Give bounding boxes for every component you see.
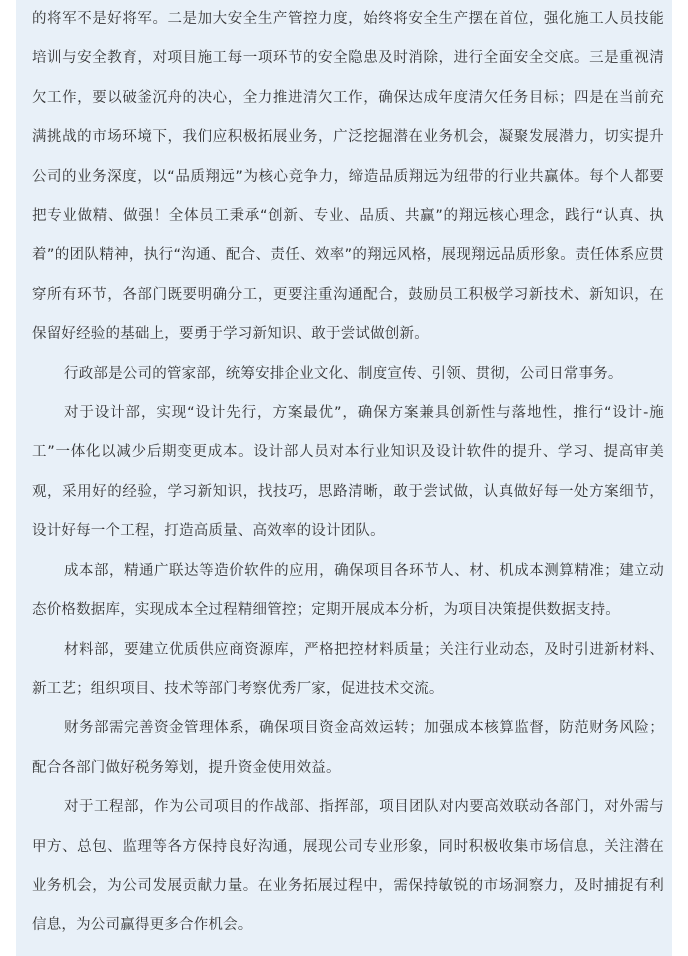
paragraph-cost-department: 成本部，精通广联达等造价软件的应用，确保项目各环节人、材、机成本测算精准；建立动态价格数据库，实现成本全过程精细管控；定期开展成本分析，为项目决策提供数据支持。 (32, 562, 664, 619)
paragraph-safety-and-culture: 的将军不是好将军。二是加大安全生产管控力度，始终将安全生产摆在首位，强化施工人员技能培训与安全教育，对项目施工每一项环节的安全隐患及时消除，进行全面安全交底。三是重视清欠工作，要以破釜沉舟的决心，全力推进清欠工作，确保达成年度清欠任务目标；四是在当前充满挑战的市场环境下，我们应积极拓展业务，广泛挖掘潜在业务机会，凝聚发展潜力，切实提升公司的业务深度，以“品质翔远”为核心竞争力，缔造品质翔远为纽带的行业共赢体。每个人都要把专业做精、做强！全体员工秉承“创新、专业、品质、共赢”的翔远核心理念，践行“认真、执着”的团队精神，执行“沟通、配合、责任、效率”的翔远风格，展现翔远品质形象。责任体系应贯穿所有环节，各部门既要明确分工，更要注重沟通配合，鼓励员工积极学习新技术、新知识，在保留好经验的基础上，要勇于学习新知识、敢于尝试做创新。 (32, 11, 664, 343)
paragraph-materials-department: 材料部，要建立优质供应商资源库，严格把控材料质量；关注行业动态，及时引进新材料、新工艺；组织项目、技术等部门考察优秀厂家，促进技术交流。 (32, 641, 664, 697)
article-body (32, 0, 664, 946)
paragraph-finance-department: 财务部需完善资金管理体系，确保项目资金高效运转；加强成本核算监督，防范财务风险；配合各部门做好税务筹划，提升资金使用效益。 (32, 720, 664, 776)
paragraph-admin-department: 行政部是公司的管家部，统筹安排企业文化、制度宣传、引领、贯彻，公司日常事务。 (64, 365, 623, 382)
paragraph-engineering-department: 对于工程部，作为公司项目的作战部、指挥部，项目团队对内要高效联动各部门，对外需与甲方、总包、监理等各方保持良好沟通，展现公司专业形象，同时积极收集市场信息，关注潜在业务机会，为公司发展贡献力量。在业务拓展过程中，需保持敏锐的市场洞察力，及时捕捉有利信息，为公司赢得更多合作机会。 (32, 799, 664, 934)
paragraph-design-department: 对于设计部，实现“设计先行，方案最优”，确保方案兼具创新性与落地性，推行“设计-施工”一体化以减少后期变更成本。设计部人员对本行业知识及设计软件的提升、学习、提高审美观，采用好的经验，学习新知识，找技巧，思路清晰，敢于尝试做，认真做好每一处方案细节，设计好每一个工程，打造高质量、高效率的设计团队。 (32, 405, 664, 540)
